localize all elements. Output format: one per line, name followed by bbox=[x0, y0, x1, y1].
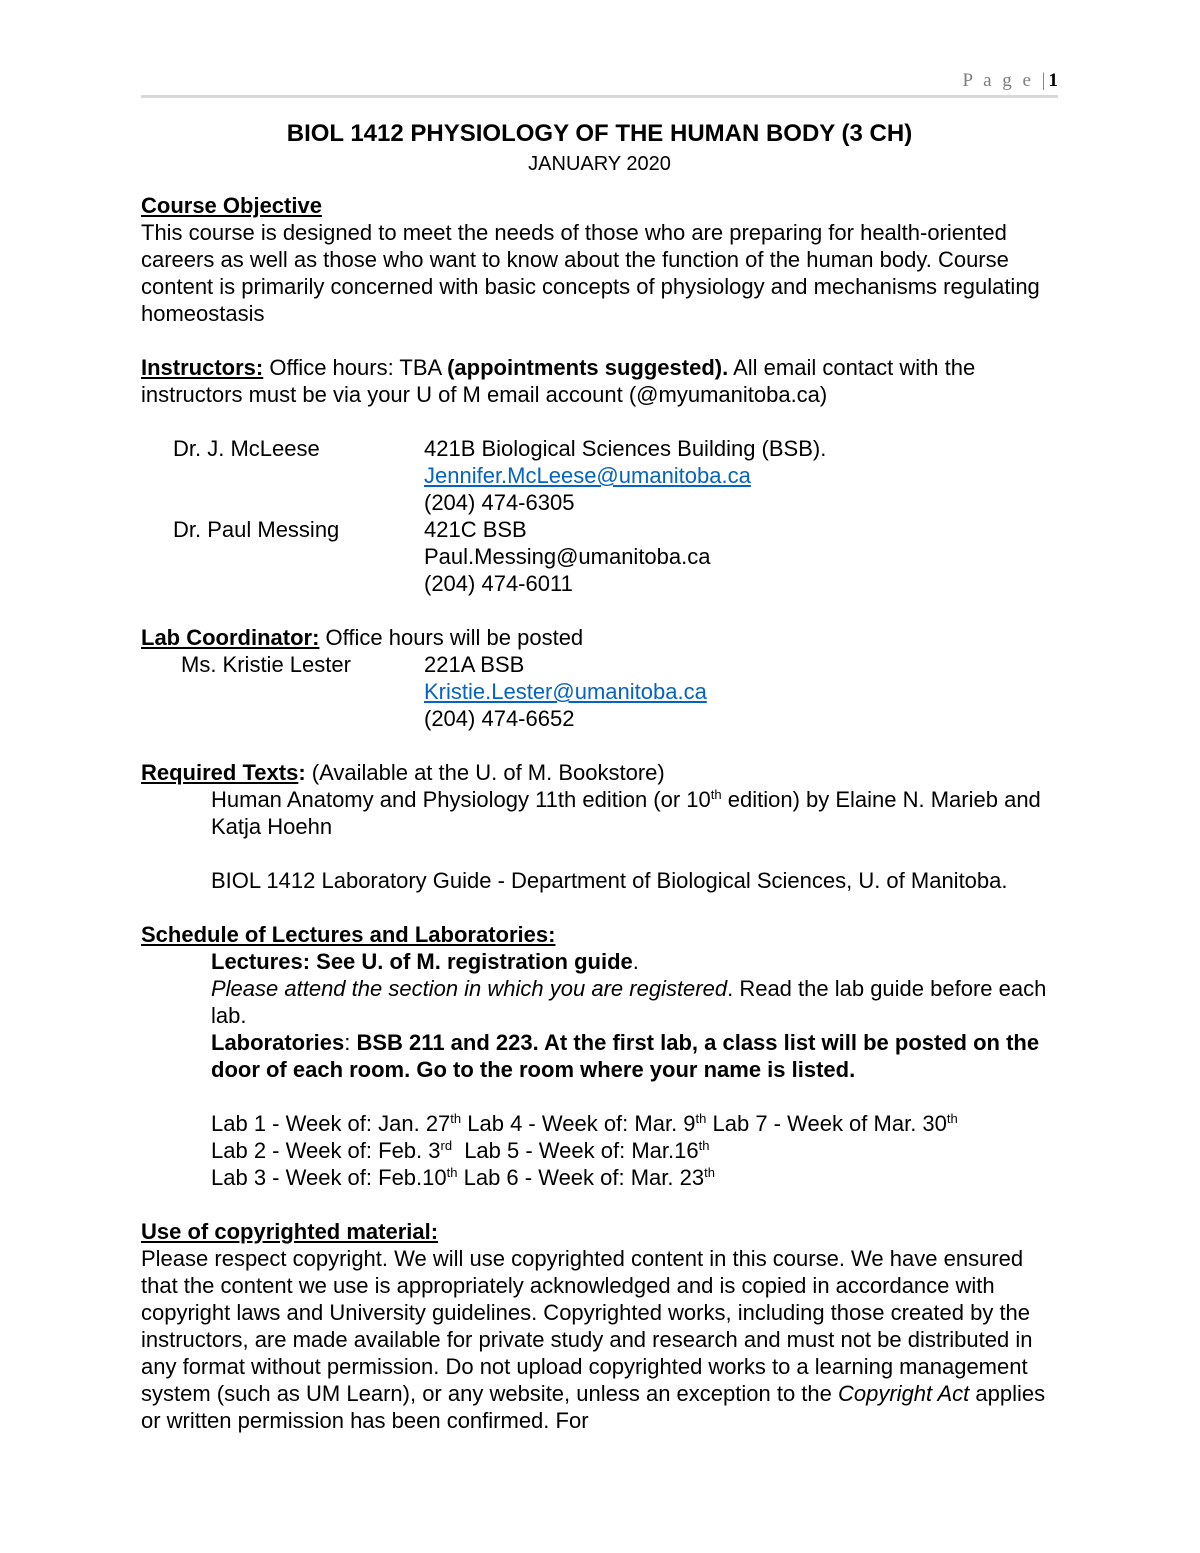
lab-date bbox=[211, 1137, 452, 1164]
lab-text: Lab 5 - Week of: Mar.16 bbox=[464, 1138, 699, 1163]
textbook-authors: edition) by Elaine N. Marieb and Katja Hoehn bbox=[211, 787, 1041, 839]
instructor-name: Dr. J. McLeese bbox=[173, 436, 320, 461]
copyright-body: Please respect copyright. We will use copyrighted content in this course. We have ensured that the content we use is appropriately acknowledged and is copied in accordance with copyright laws and University guidelines. Copyrighted works, including those created by the instructors, are made available for private study and research and must not be distributed in any format without permission. Do not upload copyrighted works to a learning management system (such as UM Learn), or any website, unless an exception to the bbox=[141, 1246, 1033, 1406]
required-texts-heading: Required Texts bbox=[141, 760, 299, 785]
instructor-room: 421C BSB bbox=[424, 517, 527, 542]
course-title: BIOL 1412 PHYSIOLOGY OF THE HUMAN BODY (3 CH) bbox=[286, 120, 913, 147]
texts-availability: (Available at the U. of M. Bookstore) bbox=[305, 760, 665, 785]
period: . bbox=[632, 949, 639, 974]
lab-date bbox=[211, 1164, 457, 1191]
lab-row bbox=[211, 1164, 1058, 1191]
document-body bbox=[141, 118, 1058, 1434]
appointments-note: (appointments suggested). bbox=[447, 355, 729, 380]
page-label: P a g e | bbox=[962, 70, 1049, 91]
instructor-email-link[interactable]: Jennifer.McLeese@umanitoba.ca bbox=[424, 463, 751, 488]
lab-schedule bbox=[141, 1110, 1058, 1191]
superscript: th bbox=[946, 1111, 958, 1126]
lab-date bbox=[467, 1110, 706, 1137]
lab-text: Lab 7 - Week of Mar. 30 bbox=[712, 1111, 947, 1136]
textbook-2: BIOL 1412 Laboratory Guide - Department of Biological Sciences, U. of Manitoba. bbox=[211, 868, 1008, 893]
laboratories-label: Laboratories bbox=[211, 1030, 345, 1055]
superscript: th bbox=[446, 1165, 458, 1180]
schedule-heading: Schedule of Lectures and Laboratories: bbox=[141, 922, 556, 947]
lab-text: Lab 4 - Week of: Mar. 9 bbox=[467, 1111, 696, 1136]
textbook-1 bbox=[141, 786, 1058, 840]
lab-text: Lab 6 - Week of: Mar. 23 bbox=[463, 1165, 705, 1190]
copyright-heading: Use of copyrighted material: bbox=[141, 1219, 439, 1244]
coordinator-email-link[interactable]: Kristie.Lester@umanitoba.ca bbox=[424, 679, 707, 704]
objective-heading: Course Objective bbox=[141, 193, 322, 218]
instructor-name: Dr. Paul Messing bbox=[173, 517, 340, 542]
copyright-body-end: applies or written permission has been confirmed. For bbox=[141, 1381, 1046, 1433]
header-rule bbox=[141, 95, 1058, 98]
lab-coordinator-entry bbox=[141, 651, 1058, 732]
coordinator-room: 221A BSB bbox=[424, 652, 525, 677]
lab-text: Lab 2 - Week of: Feb. 3 bbox=[211, 1138, 441, 1163]
copyright-text bbox=[141, 1245, 1058, 1434]
lab-date bbox=[211, 1110, 461, 1137]
instructors-heading: Instructors: bbox=[141, 355, 264, 380]
instructor-phone: (204) 474-6011 bbox=[424, 571, 573, 596]
superscript: th bbox=[704, 1165, 715, 1180]
lab-coordinator-office-hours: Office hours will be posted bbox=[319, 625, 584, 650]
instructor-entry bbox=[141, 516, 1058, 597]
lab-row bbox=[211, 1137, 1058, 1164]
copyright-act: Copyright Act bbox=[838, 1381, 970, 1406]
instructor-room: 421B Biological Sciences Building (BSB). bbox=[424, 436, 827, 461]
lab-date bbox=[464, 1164, 715, 1191]
lab-guide-note: . Read the lab guide before each lab. bbox=[211, 976, 1047, 1028]
objective-text: This course is designed to meet the needs of those who are preparing for health-oriented careers as well as those who want to know about the function of the human body. Course content is primarily concerned with basic concepts of physiology and mechanisms regulating homeostasis bbox=[141, 220, 1040, 326]
attend-note: Please attend the section in which you are registered bbox=[211, 976, 728, 1001]
superscript: th bbox=[698, 1138, 710, 1153]
instructor-entry bbox=[141, 435, 1058, 516]
page-header bbox=[141, 70, 1058, 96]
superscript: th bbox=[695, 1111, 707, 1126]
coordinator-phone: (204) 474-6652 bbox=[424, 706, 575, 731]
lab-date bbox=[713, 1110, 958, 1137]
page-number: 1 bbox=[1048, 70, 1058, 91]
laboratories-text: BSB 211 and 223. At the first lab, a class list will be posted on the door of each room. Go to the room where your name is listed. bbox=[211, 1030, 1040, 1082]
superscript: th bbox=[710, 787, 722, 802]
email-note: All email contact with the instructors must be via your U of M email account (@myumanitoba.ca) bbox=[141, 355, 976, 407]
colon: : bbox=[344, 1030, 357, 1055]
superscript: th bbox=[450, 1111, 462, 1126]
lab-text: Lab 1 - Week of: Jan. 27 bbox=[211, 1111, 451, 1136]
instructor-email: Paul.Messing@umanitoba.ca bbox=[424, 544, 711, 569]
instructor-phone: (204) 474-6305 bbox=[424, 490, 575, 515]
textbook-title: Human Anatomy and Physiology 11th edition (or 10 bbox=[211, 787, 711, 812]
course-term: JANUARY 2020 bbox=[528, 153, 671, 175]
lab-coordinator-heading: Lab Coordinator: bbox=[141, 625, 320, 650]
lectures-label: Lectures: See U. of M. registration guide bbox=[211, 949, 633, 974]
lab-row bbox=[211, 1110, 1058, 1137]
lab-text: Lab 3 - Week of: Feb.10 bbox=[211, 1165, 447, 1190]
superscript: rd bbox=[440, 1138, 453, 1153]
instructors-paragraph bbox=[141, 354, 1058, 408]
heading-colon: : bbox=[298, 760, 306, 785]
lab-date bbox=[464, 1137, 709, 1164]
coordinator-name: Ms. Kristie Lester bbox=[181, 652, 351, 677]
instructors-office-hours: Office hours: TBA bbox=[263, 355, 448, 380]
